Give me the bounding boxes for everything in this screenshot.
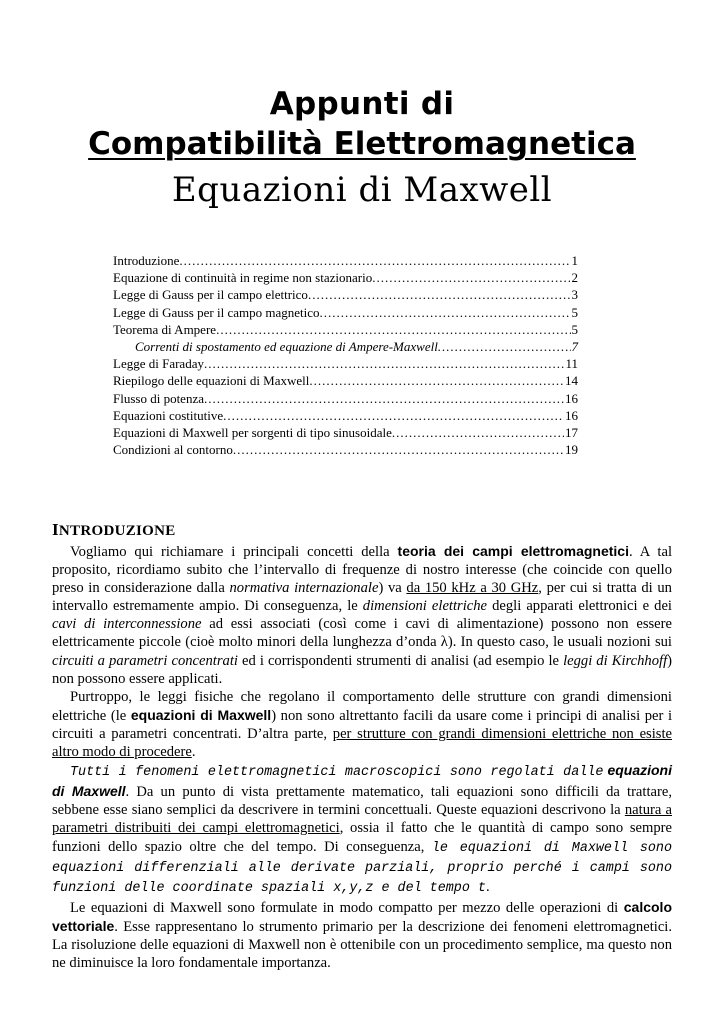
toc-leader — [392, 424, 564, 441]
text: . Da un punto di vista prettamente matematico, tali equazioni sono difficili da trattare, sebbene esse siano semplici da descrivere in termini concettuali. Queste equazioni descrivono la — [52, 784, 672, 819]
toc-leader — [233, 441, 564, 458]
toc-leader — [372, 269, 570, 286]
toc-leader — [179, 252, 570, 269]
toc-leader — [204, 390, 564, 407]
toc-entry-title: Teorema di Ampere — [113, 321, 217, 337]
toc-entry[interactable] — [113, 269, 578, 286]
text: ) non sono altrettanto facili da usare come i principi di analisi per i circuiti a parametri concentrati. D’altra parte, — [52, 707, 673, 742]
toc-entry-page: 17 — [565, 424, 578, 440]
toc-entry-page: 16 — [565, 390, 578, 406]
toc-subentry[interactable] — [113, 338, 578, 355]
toc-entry-page: 19 — [565, 442, 578, 458]
toc-leader — [309, 372, 564, 389]
toc-entry-title: Equazioni di Maxwell per sorgenti di tipo sinusoidale — [113, 424, 392, 440]
text: ad essi associati (così come i cavi di alimentazione) possono non essere elettricamente piccole (cioè molto minori della lunghezza d’onda λ). In questo caso, le usuali nozioni sui — [52, 616, 672, 651]
toc-entry-title: Legge di Gauss per il campo elettrico — [113, 287, 308, 303]
toc-leader — [204, 355, 565, 372]
title-block — [0, 84, 724, 213]
bold-term: calcolo vettoriale — [52, 898, 672, 934]
toc-entry-title: Legge di Gauss per il campo magnetico — [113, 304, 320, 320]
toc-entry-title: Equazione di continuità in regime non stazionario — [113, 270, 373, 286]
toc-entry-title: Legge di Faraday — [113, 356, 204, 372]
toc-entry[interactable] — [113, 424, 578, 441]
toc-leader — [308, 286, 571, 303]
text: ed i corrispondenti strumenti di analisi (ad esempio le — [237, 652, 564, 669]
text: . — [191, 744, 196, 761]
toc-entry[interactable] — [113, 441, 578, 458]
document-title: Equazioni di Maxwell — [171, 170, 553, 210]
toc-entry-page: 14 — [565, 373, 578, 389]
toc-entry-page: 7 — [571, 338, 578, 354]
title-line-1: Appunti di — [269, 86, 455, 122]
paragraph-4 — [52, 898, 672, 972]
toc-entry-title: Condizioni al contorno — [113, 442, 233, 458]
toc-entry-title: Introduzione — [113, 253, 180, 268]
italic-term: cavi di interconnessione — [52, 616, 202, 633]
text: degli apparati elettronici e dei — [487, 598, 672, 615]
text: , ossia il fatto che le quantità di campo sono sempre funzioni dello spazio oltre che del tempo. Di conseguenza, — [52, 820, 672, 855]
bold-term: teoria dei campi elettromagnetici — [397, 543, 629, 559]
toc-entry-page: 16 — [565, 407, 578, 423]
underlined-text: da 150 kHz a 30 GHz — [406, 580, 539, 597]
toc-entry-title: Correnti di spostamento ed equazione di Ampere-Maxwell — [135, 338, 438, 354]
toc-entry[interactable] — [113, 407, 578, 424]
underlined-text: per strutture con grandi dimensioni elettriche non esiste altro modo di procedere — [52, 725, 673, 761]
bold-term: equazioni di Maxwell — [52, 762, 672, 800]
toc-entry[interactable] — [113, 286, 578, 303]
toc-entry-title: Riepilogo delle equazioni di Maxwell — [113, 373, 310, 389]
toc-leader — [216, 321, 570, 338]
section-heading-initial: I — [52, 520, 59, 539]
toc-leader — [320, 304, 571, 321]
toc-entry-page: 5 — [571, 304, 578, 320]
toc-entry-title: Flusso di potenza — [113, 390, 204, 406]
toc-entry-page: 11 — [565, 356, 578, 372]
toc-leader — [223, 407, 564, 424]
monospace-italic-text: le equazioni di Maxwell sono equazioni differenziali alle derivate parziali, proprio perché i campi sono funzioni delle coordinate spaziali x,y,z e del tempo t — [52, 840, 673, 896]
bold-term: equazioni di Maxwell — [130, 706, 272, 723]
text: Le equazioni di Maxwell sono formulate in modo compatto per mezzo delle operazioni di — [70, 899, 624, 916]
section-heading-rest: NTRODUZIONE — [58, 523, 176, 539]
underlined-text: natura a parametri distribuiti dei campi elettromagnetici — [52, 802, 672, 837]
toc-entry-title: Equazioni costitutive — [113, 407, 224, 423]
text: ) non possono essere applicati. — [52, 652, 672, 687]
toc-entry-page: 2 — [571, 270, 578, 286]
italic-term: normativa internazionale — [229, 580, 379, 597]
toc-entry[interactable] — [113, 252, 578, 269]
text: , per cui si tratta di un intervallo estremamente ampio. Di conseguenza, le — [52, 580, 672, 615]
toc-leader — [438, 338, 571, 355]
section-heading — [52, 520, 176, 540]
italic-term: dimensioni elettriche — [362, 598, 488, 615]
toc-entry-page: 1 — [571, 253, 578, 268]
toc-entry-page: 5 — [571, 321, 578, 337]
toc-entry-page: 3 — [571, 287, 578, 303]
italic-term: circuiti a parametri concentrati — [52, 652, 238, 669]
toc-entry[interactable] — [113, 321, 578, 338]
paragraph-1 — [52, 542, 672, 688]
italic-term: leggi di Kirchhoff — [563, 652, 668, 669]
monospace-italic-text: Tutti i fenomeni elettromagnetici macroscopici sono regolati dalle — [70, 765, 604, 781]
table-of-contents — [113, 252, 578, 458]
paragraph-3 — [52, 761, 672, 898]
text: . — [485, 878, 490, 895]
text: . A tal proposito, ricordiamo subito che l’intervallo di frequenze di nostro interesse (che coincide con quello preso in considerazione dalla — [52, 544, 672, 597]
toc-entry[interactable] — [113, 372, 578, 389]
paragraph-2 — [52, 688, 672, 761]
section-body — [52, 542, 672, 972]
toc-entry[interactable] — [113, 390, 578, 407]
text: ) va — [378, 580, 407, 597]
text: Purtroppo, le leggi fisiche che regolano il comportamento delle strutture con grandi dimensioni elettriche (le — [52, 688, 672, 724]
text: . Esse rappresentano lo strumento primario per la descrizione dei fenomeni elettromagnetici. La risoluzione delle equazioni di Maxwell non è ottenibile con un procedimento semplice, ma questo non ne diminuisce la loro fondamentale importanza. — [52, 918, 672, 972]
text: Vogliamo qui richiamare i principali concetti della — [70, 544, 398, 560]
title-line-2-text: Compatibilità Elettromagnetica — [88, 126, 636, 162]
title-line-2 — [0, 124, 724, 164]
toc-entry[interactable] — [113, 304, 578, 321]
toc-entry[interactable] — [113, 355, 578, 372]
